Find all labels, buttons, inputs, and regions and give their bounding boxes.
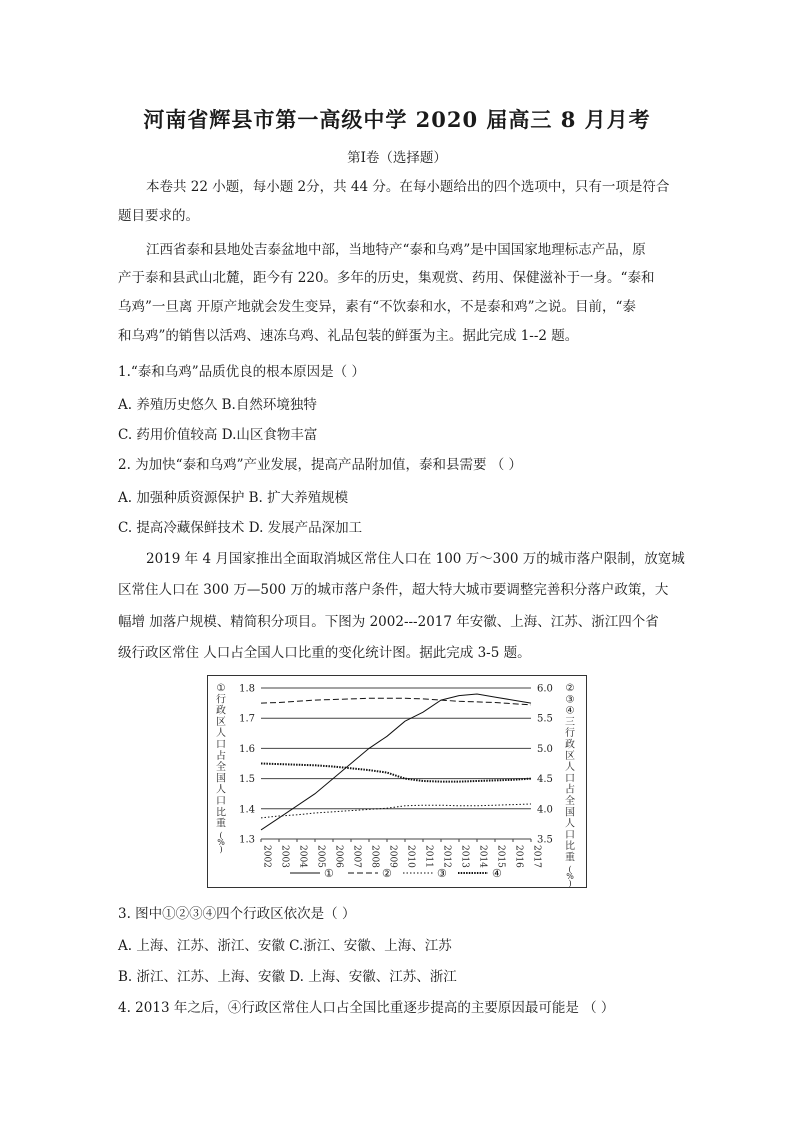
section-subtitle: 第Ⅰ卷（选择题） xyxy=(347,150,447,166)
left-axis-title-char: 口 xyxy=(216,739,226,751)
left-axis-title-char: ) xyxy=(219,844,223,854)
question-2-stem: 2. 为加快“泰和乌鸡”产业发展，提高产品附加值，泰和县需要 （ ） xyxy=(118,457,523,473)
left-axis-title-char: 人 xyxy=(216,728,226,740)
legend-label: ③ xyxy=(437,867,447,880)
right-tick-label: 3.5 xyxy=(537,834,553,846)
left-axis-title-char: 口 xyxy=(216,796,226,807)
x-tick-label: 2009 xyxy=(387,845,398,868)
population-share-chart xyxy=(207,675,587,888)
x-tick-label: 2016 xyxy=(513,845,524,868)
x-tick-label: 2017 xyxy=(531,845,542,868)
legend-label: ④ xyxy=(492,867,502,880)
right-axis-title-char: ③ xyxy=(565,694,575,706)
question-3-options-bd: B. 浙江、江苏、上海、安徽 D. 上海、安徽、江苏、浙江 xyxy=(118,969,457,985)
right-axis-title-char: 比 xyxy=(565,841,575,853)
left-axis-title-char: % xyxy=(217,837,225,847)
right-axis-title-char: 区 xyxy=(565,750,575,762)
left-axis-title-char: 重 xyxy=(216,818,226,830)
right-axis-title-char: 全 xyxy=(565,796,575,807)
right-tick-label: 5.5 xyxy=(537,713,553,725)
passage1-line-4: 和乌鸡”的销售以活鸡、速冻乌鸡、礼品包装的鲜蛋为主。据此完成 1--2 题。 xyxy=(118,328,579,344)
series-line-3 xyxy=(261,804,531,818)
x-tick-label: 2010 xyxy=(405,845,416,868)
right-tick-label: 4.0 xyxy=(537,804,553,816)
right-axis-title-char: 国 xyxy=(565,807,575,819)
left-axis-title-char: 国 xyxy=(216,773,226,785)
right-axis-title-char: 人 xyxy=(565,762,575,774)
x-tick-label: 2004 xyxy=(297,845,308,868)
x-tick-label: 2006 xyxy=(333,845,344,868)
passage1-line-2: 产于泰和县武山北麓，距今有 220。多年的历史，集观赏、药用、保健滋补于一身。“泰和 xyxy=(118,270,655,286)
right-tick-label: 4.5 xyxy=(537,774,553,786)
left-axis-title-char: 比 xyxy=(216,807,226,819)
x-tick-label: 2007 xyxy=(351,845,362,868)
left-tick-label: 1.5 xyxy=(239,774,255,786)
right-axis-title-char: 三 xyxy=(565,716,575,728)
passage2-line-2: 区常住人口在 300 万—500 万的城市落户条件，超大特大城市要调整完善积分落户政策，大 xyxy=(118,582,669,598)
right-tick-label: 5.0 xyxy=(537,743,553,755)
passage2-line-1: 2019 年 4 月国家推出全面取消城区常住人口在 100 万～300 万的城市落户限制，放宽城 xyxy=(146,551,685,567)
question-1-stem: 1.“泰和乌鸡”品质优良的根本原因是（ ） xyxy=(118,364,365,380)
x-tick-label: 2003 xyxy=(279,845,290,868)
right-axis-title-char: ② xyxy=(565,683,575,694)
right-axis-title-char: ④ xyxy=(565,705,575,717)
instructions-line-2: 题目要求的。 xyxy=(118,208,199,224)
instructions-line-1: 本卷共 22 小题，每小题 2分，共 44 分。在每小题给出的四个选项中，只有一项是符合 xyxy=(146,179,670,195)
left-tick-label: 1.7 xyxy=(239,713,255,725)
question-2-options-cd: C. 提高冷藏保鲜技术 D. 发展产品深加工 xyxy=(118,520,363,536)
series-line-2 xyxy=(261,698,531,705)
left-axis-title-char: 行 xyxy=(216,694,226,706)
chart-svg xyxy=(208,676,586,887)
question-1-options-cd: C. 药用价值较高 D.山区食物丰富 xyxy=(118,427,318,443)
passage1-line-1: 江西省泰和县地处吉泰盆地中部，当地特产“泰和乌鸡”是中国国家地理标志产品，原 xyxy=(146,242,646,258)
passage2-line-3: 幅增 加落户规模、精简积分项目。下图为 2002---2017 年安徽、上海、江苏、浙江四个省 xyxy=(118,614,659,630)
x-tick-label: 2013 xyxy=(459,845,470,868)
question-3-stem: 3. 图中①②③④四个行政区依次是（ ） xyxy=(118,906,356,922)
right-axis-title-char: 政 xyxy=(565,739,575,751)
left-tick-label: 1.6 xyxy=(239,743,255,755)
left-axis-title-char: ① xyxy=(216,683,226,694)
legend-label: ② xyxy=(382,867,392,880)
right-axis-title-char: % xyxy=(566,871,574,881)
question-3-options-ac: A. 上海、江苏、浙江、安徽 C.浙江、安徽、上海、江苏 xyxy=(118,938,452,954)
left-axis-title-char: 全 xyxy=(216,762,226,774)
left-tick-label: 1.8 xyxy=(239,683,255,695)
left-axis-title-char: 人 xyxy=(216,784,226,796)
right-axis-title-char: 行 xyxy=(565,728,575,740)
passage2-line-4: 级行政区常住 人口占全国人口比重的变化统计图。据此完成 3-5 题。 xyxy=(118,645,531,661)
left-axis-title-char: 占 xyxy=(216,750,226,762)
x-tick-label: 2011 xyxy=(423,845,434,868)
passage1-line-3: 乌鸡”一旦离 开原产地就会发生变异，素有“不饮泰和水，不是泰和鸡”之说。目前，“泰 xyxy=(118,299,636,315)
right-axis-title-char: 口 xyxy=(565,829,575,841)
right-axis-title-char: 人 xyxy=(565,818,575,830)
right-axis-title-char: ( xyxy=(568,864,572,874)
x-tick-label: 2012 xyxy=(441,845,452,868)
right-axis-title-char: 口 xyxy=(565,773,575,785)
x-tick-label: 2015 xyxy=(495,845,506,868)
x-tick-label: 2008 xyxy=(369,845,380,868)
x-tick-label: 2005 xyxy=(315,845,326,868)
page-title: 河南省辉县市第一高级中学 2020 届高三 8 月月考 xyxy=(143,107,651,132)
right-tick-label: 6.0 xyxy=(537,683,553,695)
right-axis-title-char: ) xyxy=(568,878,572,887)
series-line-1 xyxy=(261,694,531,830)
legend-label: ① xyxy=(324,867,334,880)
right-axis-title-char: 占 xyxy=(565,784,575,796)
left-axis-title-char: 政 xyxy=(216,705,226,717)
x-tick-label: 2002 xyxy=(261,845,272,868)
right-axis-title-char: 重 xyxy=(565,852,575,864)
question-1-options-ab: A. 养殖历史悠久 B.自然环境独特 xyxy=(118,397,317,413)
question-2-options-ab: A. 加强种质资源保护 B. 扩大养殖规模 xyxy=(118,490,349,506)
left-axis-title-char: 区 xyxy=(216,716,226,728)
left-axis-title-char: ( xyxy=(219,830,223,840)
question-4-stem: 4. 2013 年之后，④行政区常住人口占全国比重逐步提高的主要原因最可能是 （ ） xyxy=(118,1000,615,1016)
left-tick-label: 1.4 xyxy=(239,804,255,816)
x-tick-label: 2014 xyxy=(477,845,488,868)
left-tick-label: 1.3 xyxy=(239,834,255,846)
